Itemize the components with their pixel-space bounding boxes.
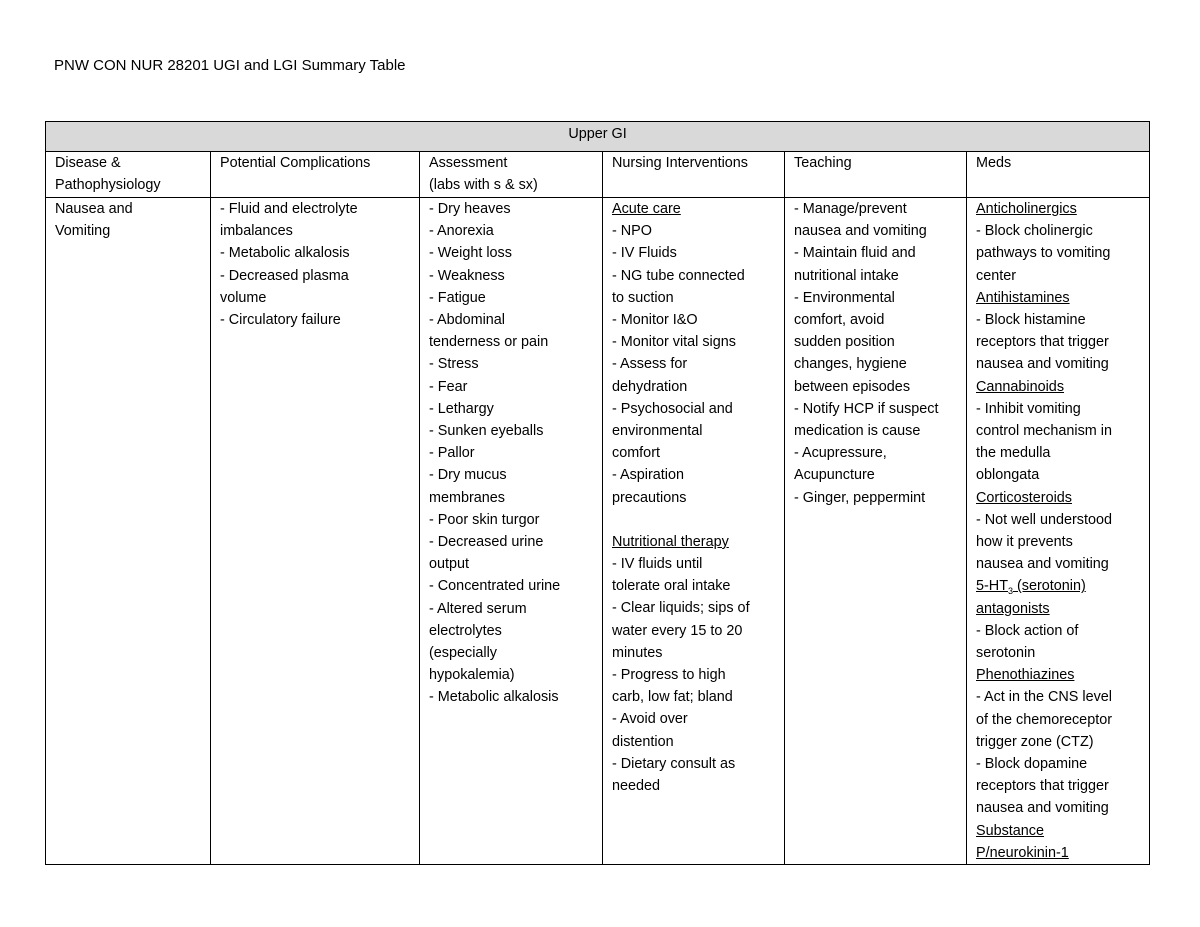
corticosteroids-heading: Corticosteroids — [976, 489, 1072, 506]
anticholinergics-heading: Anticholinergics — [976, 201, 1077, 217]
meds-line: receptors that trigger — [976, 778, 1109, 795]
substance-p-heading-line2: P/neurokinin-1 — [976, 844, 1069, 861]
serotonin-antagonists-heading — [976, 575, 1143, 597]
assessment-line: - Weight loss — [429, 245, 512, 262]
meds-line: - Inhibit vomiting — [976, 400, 1081, 417]
teaching-line: between episodes — [794, 378, 911, 395]
assessment-line: - Dry mucus — [429, 467, 507, 484]
intervention-line: dehydration — [612, 378, 688, 395]
meds-line: oblongata — [976, 467, 1040, 484]
intervention-line: - Psychosocial and — [612, 400, 733, 417]
intervention-line: - Assess for — [612, 356, 688, 373]
intervention-line: minutes — [612, 644, 663, 661]
complication-line: - Decreased plasma — [220, 267, 349, 284]
assessment-line: (especially — [429, 645, 497, 662]
teaching-line: changes, hygiene — [794, 356, 907, 373]
cell-disease — [46, 198, 211, 865]
teaching-line: - Notify HCP if suspect — [794, 400, 939, 417]
meds-line: of the chemoreceptor — [976, 711, 1112, 728]
meds-line: pathways to vomiting — [976, 245, 1111, 262]
meds-line: center — [976, 267, 1016, 284]
nutritional-therapy-heading: Nutritional therapy — [612, 533, 729, 550]
table-row — [46, 198, 1150, 865]
cell-assessment — [420, 198, 603, 865]
assessment-line: - Lethargy — [429, 400, 494, 417]
intervention-line: precautions — [612, 489, 687, 506]
header-teaching-label: Teaching — [794, 155, 852, 171]
teaching-line: - Maintain fluid and — [794, 245, 916, 262]
cell-teaching — [785, 198, 967, 865]
cell-interventions — [603, 198, 785, 865]
meds-line: - Act in the CNS level — [976, 689, 1112, 706]
teaching-line: - Manage/prevent — [794, 201, 907, 217]
intervention-line: needed — [612, 778, 661, 795]
header-teaching — [785, 152, 967, 198]
header-interventions-label: Nursing Interventions — [612, 155, 748, 171]
intervention-line: - Dietary consult as — [612, 755, 736, 772]
teaching-line: medication is cause — [794, 423, 921, 440]
cell-meds — [967, 198, 1150, 865]
assessment-line: output — [429, 556, 470, 573]
complication-line: - Circulatory failure — [220, 312, 341, 329]
serotonin-heading-subscript: 3 — [1007, 586, 1013, 597]
meds-line: nausea and vomiting — [976, 800, 1109, 817]
section-band-row — [46, 122, 1150, 152]
teaching-line: comfort, avoid — [794, 312, 885, 329]
header-assessment-line2: (labs with s & sx) — [429, 177, 538, 194]
complication-line: volume — [220, 289, 267, 306]
assessment-line: - Stress — [429, 356, 479, 373]
teaching-line: Acupuncture — [794, 467, 875, 484]
meds-line: serotonin — [976, 645, 1036, 662]
teaching-line: - Environmental — [794, 289, 895, 306]
intervention-line: - Clear liquids; sips of — [612, 600, 750, 617]
assessment-line: tenderness or pain — [429, 334, 549, 351]
teaching-line: nausea and vomiting — [794, 223, 927, 240]
complication-line: - Fluid and electrolyte — [220, 201, 358, 217]
assessment-line: - Fear — [429, 378, 468, 395]
meds-line: receptors that trigger — [976, 334, 1109, 351]
header-assessment-line1: Assessment — [429, 155, 508, 171]
header-assessment — [420, 152, 603, 198]
intervention-line: distention — [612, 733, 674, 750]
substance-p-heading-line1: Substance — [976, 822, 1045, 839]
intervention-line: - Monitor vital signs — [612, 334, 736, 351]
assessment-line: - Pallor — [429, 445, 475, 462]
meds-line: trigger zone (CTZ) — [976, 733, 1094, 750]
header-disease-line1: Disease & — [55, 155, 121, 171]
header-row — [46, 152, 1150, 198]
assessment-line: - Abdominal — [429, 312, 505, 329]
intervention-line: water every 15 to 20 — [612, 622, 743, 639]
assessment-line: electrolytes — [429, 622, 502, 639]
meds-line: - Block cholinergic — [976, 223, 1093, 240]
meds-line: how it prevents — [976, 534, 1073, 551]
assessment-line: - Concentrated urine — [429, 578, 561, 595]
meds-line: the medulla — [976, 445, 1051, 462]
header-disease — [46, 152, 211, 198]
assessment-line: membranes — [429, 489, 505, 506]
assessment-line: - Weakness — [429, 267, 505, 284]
header-complications-label: Potential Complications — [220, 155, 371, 171]
serotonin-heading-suffix: (serotonin) — [1013, 578, 1086, 595]
header-complications — [211, 152, 420, 198]
assessment-line: - Fatigue — [429, 289, 486, 306]
assessment-line: hypokalemia) — [429, 667, 515, 684]
disease-line: Nausea and — [55, 201, 133, 217]
teaching-line: nutritional intake — [794, 267, 899, 284]
meds-line: - Block action of — [976, 622, 1079, 639]
assessment-line: - Metabolic alkalosis — [429, 689, 559, 706]
header-interventions — [603, 152, 785, 198]
intervention-line: - IV Fluids — [612, 245, 677, 262]
cannabinoids-heading: Cannabinoids — [976, 378, 1065, 395]
assessment-line: - Poor skin turgor — [429, 511, 540, 528]
intervention-line: - Monitor I&O — [612, 312, 698, 329]
section-band-upper-gi: Upper GI — [46, 122, 1150, 152]
intervention-line: - Progress to high — [612, 667, 726, 684]
intervention-line: environmental — [612, 423, 703, 440]
teaching-line: sudden position — [794, 334, 895, 351]
teaching-line: - Acupressure, — [794, 445, 887, 462]
intervention-line: - NG tube connected — [612, 267, 745, 284]
complication-line: imbalances — [220, 223, 293, 240]
acute-care-heading: Acute care — [612, 201, 681, 217]
intervention-line: - Avoid over — [612, 711, 688, 728]
header-disease-line2: Pathophysiology — [55, 177, 161, 194]
intervention-line: carb, low fat; bland — [612, 689, 733, 706]
assessment-line: - Decreased urine — [429, 534, 544, 551]
meds-line: - Not well understood — [976, 511, 1112, 528]
intervention-line: - Aspiration — [612, 467, 684, 484]
spacer — [612, 509, 778, 531]
meds-line: - Block dopamine — [976, 756, 1088, 773]
meds-line: control mechanism in — [976, 423, 1112, 440]
intervention-line: - IV fluids until — [612, 556, 703, 573]
serotonin-heading-prefix: 5-HT — [976, 578, 1008, 595]
assessment-line: - Dry heaves — [429, 201, 511, 217]
header-meds — [967, 152, 1150, 198]
serotonin-antagonists-heading-line2: antagonists — [976, 600, 1050, 617]
meds-line: nausea and vomiting — [976, 556, 1109, 573]
intervention-line: tolerate oral intake — [612, 578, 731, 595]
assessment-line: - Anorexia — [429, 223, 494, 240]
intervention-line: - NPO — [612, 223, 652, 240]
meds-line: nausea and vomiting — [976, 356, 1109, 373]
disease-line: Vomiting — [55, 223, 111, 240]
header-meds-label: Meds — [976, 155, 1012, 171]
meds-line: - Block histamine — [976, 312, 1086, 329]
assessment-line: - Altered serum — [429, 600, 527, 617]
assessment-line: - Sunken eyeballs — [429, 423, 544, 440]
cell-complications — [211, 198, 420, 865]
ugi-summary-table — [45, 121, 1150, 865]
phenothiazines-heading: Phenothiazines — [976, 667, 1075, 684]
antihistamines-heading: Antihistamines — [976, 289, 1070, 306]
document-title: PNW CON NUR 28201 UGI and LGI Summary Table — [54, 57, 406, 74]
complication-line: - Metabolic alkalosis — [220, 245, 350, 262]
teaching-line: - Ginger, peppermint — [794, 489, 926, 506]
intervention-line: comfort — [612, 445, 660, 462]
intervention-line: to suction — [612, 289, 674, 306]
